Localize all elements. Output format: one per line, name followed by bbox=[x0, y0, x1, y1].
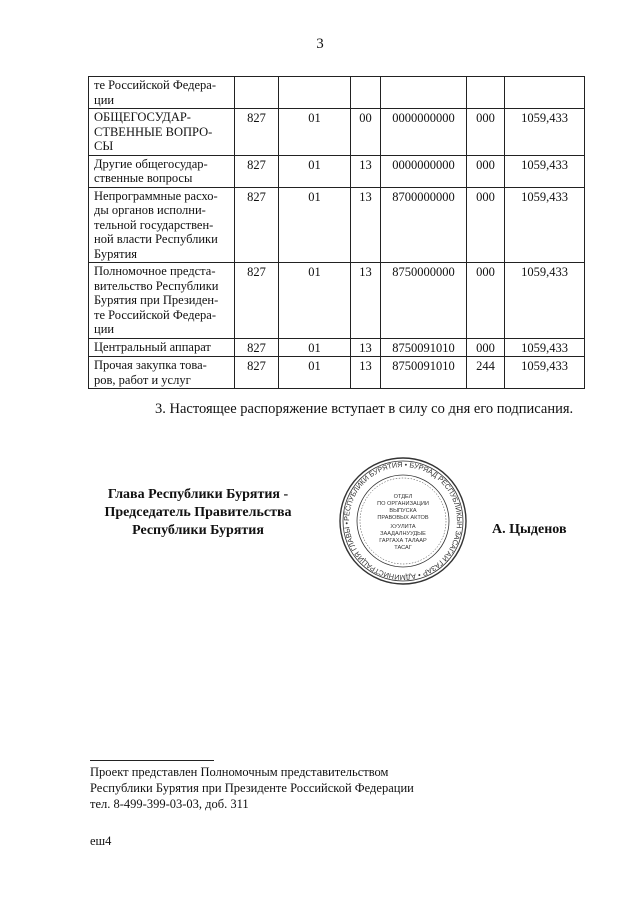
seal-center-line: ЗААДАЛНУУДЫЕ bbox=[380, 531, 426, 537]
seal-center-line: ПО ОРГАНИЗАЦИИ bbox=[377, 501, 429, 507]
table-cell-sum: 1059,433 bbox=[505, 263, 585, 339]
table-cell-name-line: ров, работ и услуг bbox=[94, 372, 191, 387]
budget-table-body bbox=[89, 77, 585, 389]
table-cell-name-line: Прочая закупка това- bbox=[94, 358, 207, 372]
table-cell-name-line: ОБЩЕГОСУДАР- bbox=[94, 110, 191, 124]
table-cell-sum: 1059,433 bbox=[505, 357, 585, 389]
table-cell-csr: 8750000000 bbox=[381, 263, 467, 339]
table-cell-sum: 1059,433 bbox=[505, 155, 585, 187]
signer-position-line: Председатель Правительства bbox=[104, 505, 292, 520]
footnote-line: Проект представлен Полномочным представительством bbox=[90, 765, 389, 779]
table-cell-name-line: те Российской Федера- bbox=[94, 78, 216, 92]
footnote bbox=[90, 764, 414, 812]
table-cell-sum bbox=[505, 77, 585, 109]
table-cell-csr bbox=[381, 77, 467, 109]
table-cell-name-line: Полномочное предста- bbox=[94, 264, 216, 278]
table-cell-pr: 13 bbox=[351, 155, 381, 187]
table-cell-rz: 01 bbox=[279, 187, 351, 263]
table-cell-name bbox=[89, 338, 235, 357]
table-cell-vr: 244 bbox=[467, 357, 505, 389]
table-cell-name bbox=[89, 109, 235, 156]
table-cell-name-line: Другие общегосудар- bbox=[94, 156, 208, 171]
table-cell-pr bbox=[351, 77, 381, 109]
page-number: 3 bbox=[316, 36, 324, 52]
table-cell-name-line: ной власти Республики bbox=[94, 232, 218, 246]
table-cell-csr: 8750091010 bbox=[381, 338, 467, 357]
table-cell-csr: 0000000000 bbox=[381, 155, 467, 187]
table-cell-grbs: 827 bbox=[235, 338, 279, 357]
seal-center-line: ПРАВОВЫХ АКТОВ bbox=[377, 515, 429, 521]
table-cell-pr: 13 bbox=[351, 187, 381, 263]
table-cell-rz: 01 bbox=[279, 263, 351, 339]
table-row bbox=[89, 77, 585, 109]
official-seal bbox=[338, 456, 468, 586]
table-cell-name-line: тельной государствен- bbox=[94, 217, 214, 232]
table-cell-rz: 01 bbox=[279, 155, 351, 187]
table-cell-name-line: Непрограммные расхо- bbox=[94, 188, 218, 203]
table-cell-vr: 000 bbox=[467, 263, 505, 339]
table-cell-vr: 000 bbox=[467, 338, 505, 357]
seal-center-line: ХУУЛИТА bbox=[390, 524, 416, 530]
signer-position-line: Республики Бурятия bbox=[132, 523, 264, 538]
table-cell-sum: 1059,433 bbox=[505, 109, 585, 156]
table-cell-csr: 8700000000 bbox=[381, 187, 467, 263]
table-cell-pr: 00 bbox=[351, 109, 381, 156]
table-cell-vr: 000 bbox=[467, 109, 505, 156]
table-row bbox=[89, 155, 585, 187]
seal-center-line: ОТДЕЛ bbox=[393, 494, 413, 500]
signer-position bbox=[90, 486, 306, 540]
table-cell-name bbox=[89, 263, 235, 339]
signer-name: А. Цыденов bbox=[492, 522, 567, 537]
seal-center-line: ТАСАГ bbox=[394, 545, 412, 551]
footnote-line: Республики Бурятия при Президенте Российской Федерации bbox=[90, 781, 414, 795]
budget-table bbox=[88, 76, 585, 389]
table-cell-pr: 13 bbox=[351, 263, 381, 339]
table-row bbox=[89, 338, 585, 357]
signer-position-line: Глава Республики Бурятия - bbox=[107, 487, 289, 502]
table-cell-name-line: вительство Республики bbox=[94, 278, 219, 293]
table-cell-sum: 1059,433 bbox=[505, 187, 585, 263]
table-cell-grbs: 827 bbox=[235, 357, 279, 389]
table-cell-name-line: ды органов исполни- bbox=[94, 203, 206, 217]
table-cell-name-line: ции bbox=[94, 92, 115, 107]
table-cell-name-line: Центральный аппарат bbox=[94, 339, 211, 354]
table-row bbox=[89, 263, 585, 339]
document-code: еш4 bbox=[90, 834, 112, 848]
table-cell-name-line: ственные вопросы bbox=[94, 171, 193, 185]
table-cell-name bbox=[89, 155, 235, 187]
table-row bbox=[89, 109, 585, 156]
table-cell-rz: 01 bbox=[279, 109, 351, 156]
table-cell-rz: 01 bbox=[279, 338, 351, 357]
table-cell-name-line: СТВЕННЫЕ ВОПРО- bbox=[94, 124, 213, 139]
table-cell-grbs: 827 bbox=[235, 155, 279, 187]
table-cell-rz: 01 bbox=[279, 357, 351, 389]
table-cell-name-line: СЫ bbox=[94, 139, 114, 153]
table-cell-vr bbox=[467, 77, 505, 109]
seal-center-line: ГАРГАХА ТАЛААР bbox=[379, 538, 427, 544]
table-cell-vr: 000 bbox=[467, 187, 505, 263]
table-cell-name-line: Бурятия bbox=[94, 246, 138, 261]
table-cell-grbs: 827 bbox=[235, 263, 279, 339]
table-cell-name-line: ции bbox=[94, 322, 115, 336]
table-cell-rz bbox=[279, 77, 351, 109]
table-cell-name bbox=[89, 77, 235, 109]
seal-outer-text: РЕСПУБЛИКИ БУРЯТИЯ • БУРЯАД РЕСПУБЛИКЫН ЗАСАГАЙ ГАЗАР • АДМИНИСТРАЦИЯ ГЛАВЫ • bbox=[341, 459, 465, 583]
table-cell-name bbox=[89, 357, 235, 389]
table-cell-csr: 0000000000 bbox=[381, 109, 467, 156]
table-cell-grbs: 827 bbox=[235, 109, 279, 156]
table-cell-pr: 13 bbox=[351, 338, 381, 357]
table-row bbox=[89, 357, 585, 389]
table-row bbox=[89, 187, 585, 263]
footnote-divider bbox=[90, 760, 214, 761]
table-cell-grbs bbox=[235, 77, 279, 109]
clause-3: 3. Настоящее распоряжение вступает в силу со дня его подписания. bbox=[155, 401, 574, 417]
table-cell-csr: 8750091010 bbox=[381, 357, 467, 389]
table-cell-sum: 1059,433 bbox=[505, 338, 585, 357]
table-cell-vr: 000 bbox=[467, 155, 505, 187]
table-cell-name-line: те Российской Федера- bbox=[94, 307, 216, 322]
table-cell-name bbox=[89, 187, 235, 263]
seal-center-line: ВЫПУСКА bbox=[389, 508, 417, 514]
table-cell-pr: 13 bbox=[351, 357, 381, 389]
footnote-line: тел. 8-499-399-03-03, доб. 311 bbox=[90, 797, 249, 811]
table-cell-grbs: 827 bbox=[235, 187, 279, 263]
table-cell-name-line: Бурятия при Президен- bbox=[94, 293, 219, 307]
